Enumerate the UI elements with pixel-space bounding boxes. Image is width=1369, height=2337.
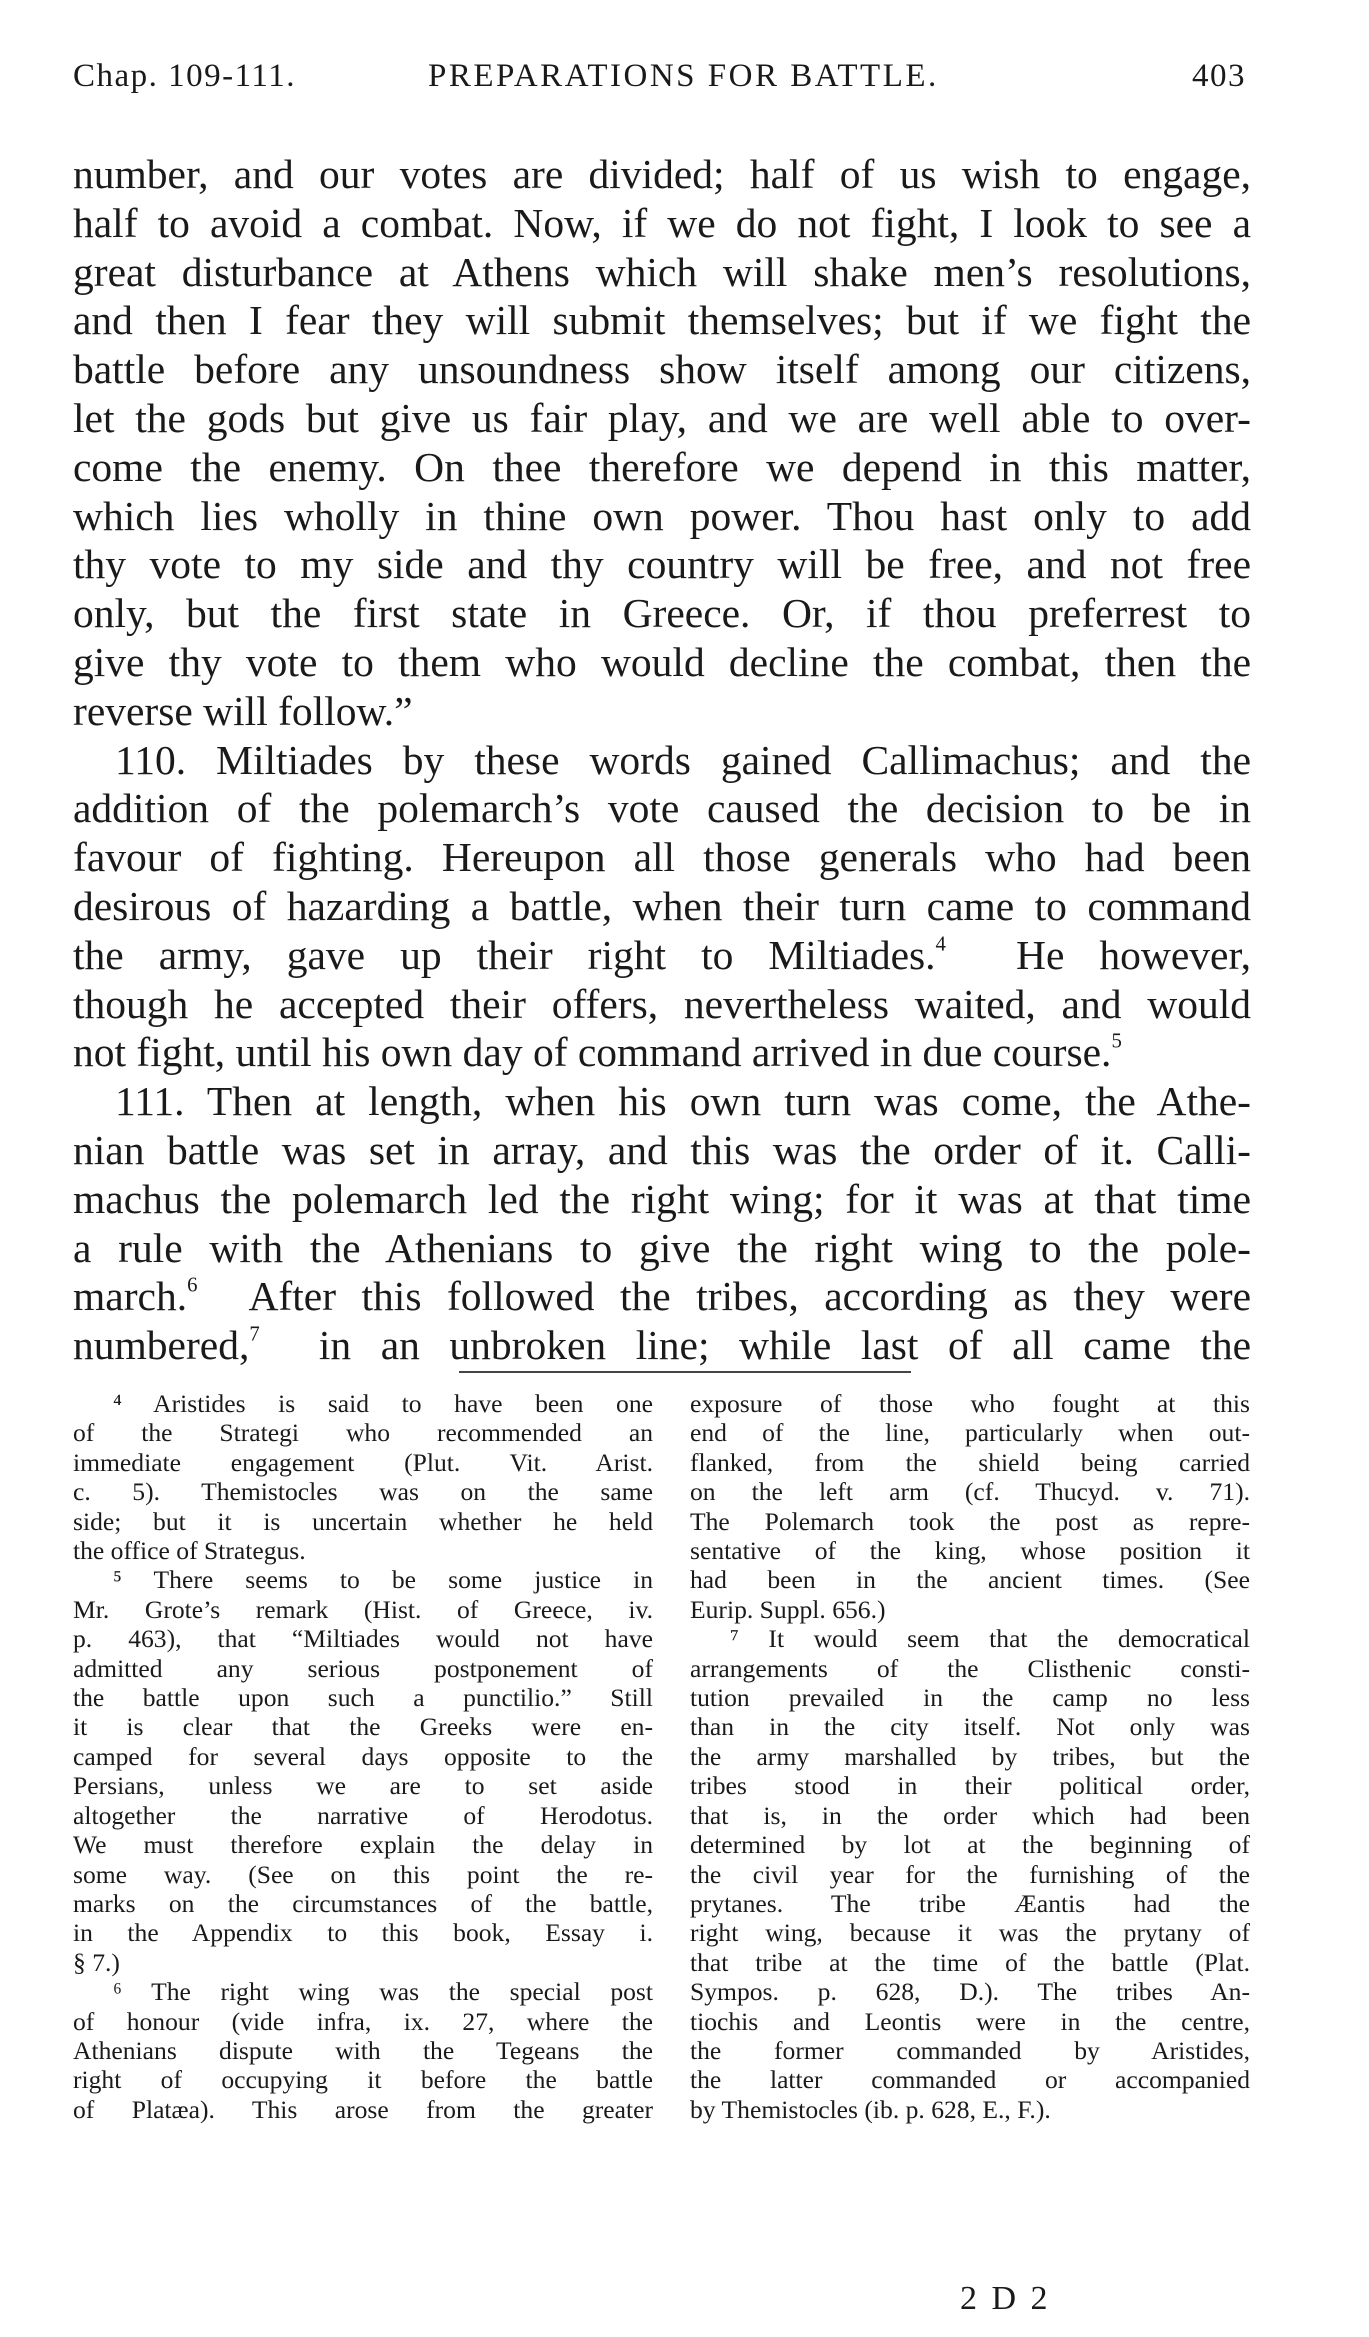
text-line: thy vote to my side and thy country will be free, and not free (73, 541, 1251, 588)
text-fragment: march. (73, 1273, 188, 1320)
text-line: though he accepted their offers, nevertheless waited, and would (73, 980, 1251, 1027)
text-fragment: He however, (1015, 931, 1251, 978)
section-111-line: 111. Then at length, when his own turn was come, the Athe- (115, 1078, 1251, 1125)
footnote-line: altogether the narrative of Herodotus. (73, 1800, 653, 1830)
text-line (73, 931, 1251, 980)
footnote-line: tiochis and Leontis were in the centre, (690, 2006, 1250, 2036)
footnote-line: arrangements of the Clisthenic consti- (690, 1653, 1250, 1683)
footnote-line: than in the city itself. Not only was (690, 1712, 1250, 1742)
signature-mark: 2 D 2 (960, 2280, 1051, 2317)
text-line: half to avoid a combat. Now, if we do not fight, I look to see a (73, 199, 1251, 246)
footnote-line: by Themistocles (ib. p. 628, E., F.). (690, 2094, 1051, 2124)
footnote-line: end of the line, particularly when out- (690, 1418, 1250, 1448)
footnote-line: Persians, unless we are to set aside (73, 1771, 653, 1801)
text-line: a rule with the Athenians to give the right wing to the pole- (73, 1224, 1251, 1271)
section-110-line: 110. Miltiades by these words gained Callimachus; and the (115, 736, 1251, 783)
text-line: nian battle was set in array, and this was the order of it. Calli- (73, 1126, 1251, 1173)
footnote-line: it is clear that the Greeks were en- (73, 1712, 653, 1742)
footnote-line: had been in the ancient times. (See (690, 1565, 1250, 1595)
footnote-ref-6[interactable]: 6 (187, 1274, 198, 1297)
footnote-line: determined by lot at the beginning of (690, 1830, 1250, 1860)
text-line: give thy vote to them who would decline the combat, then the (73, 638, 1251, 685)
footnote-line: c. 5). Themistocles was on the same (73, 1477, 653, 1507)
text-fragment: in an unbroken line; while last of all came the (318, 1322, 1251, 1369)
text-fragment: the army, gave up their right to Miltiades. (73, 931, 936, 978)
text-line (73, 1028, 1251, 1077)
footnote-line: of Platæa). This arose from the greater (73, 2094, 653, 2124)
chapter-reference: Chap. 109-111. (73, 58, 296, 94)
text-line: great disturbance at Athens which will shake men’s resolutions, (73, 248, 1251, 295)
text-fragment: numbered, (73, 1322, 250, 1369)
footnote-line: the former commanded by Aristides, (690, 2035, 1250, 2065)
footnote-line: that tribe at the time of the battle (Plat. (690, 1947, 1250, 1977)
text-fragment: not fight, until his own day of command arrived in due course. (73, 1029, 1112, 1076)
text-line: and then I fear they will submit themselves; but if we fight the (73, 297, 1251, 344)
page-number: 403 (1192, 58, 1246, 94)
text-line: come the enemy. On thee therefore we depend in this matter, (73, 443, 1251, 490)
footnote-line: flanked, from the shield being carried (690, 1447, 1250, 1477)
footnote-line: prytanes. The tribe Æantis had the (690, 1888, 1250, 1918)
footnote-6-line: ⁶ The right wing was the special post (113, 1977, 653, 2007)
text-line: desirous of hazarding a battle, when their turn came to command (73, 882, 1251, 929)
text-line (73, 1272, 1251, 1321)
text-line: let the gods but give us fair play, and we are well able to over- (73, 394, 1251, 441)
footnote-line: Sympos. p. 628, D.). The tribes An- (690, 1977, 1250, 2007)
footnote-line: the office of Strategus. (73, 1536, 306, 1566)
footnote-line: the battle upon such a punctilio.” Still (73, 1683, 653, 1713)
footnote-line: right wing, because it was the prytany of (690, 1918, 1250, 1948)
footnote-line: tution prevailed in the camp no less (690, 1683, 1250, 1713)
footnote-line: admitted any serious postponement of (73, 1653, 653, 1683)
footnote-ref-5[interactable]: 5 (1111, 1030, 1122, 1053)
footnote-line: some way. (See on this point the re- (73, 1859, 653, 1889)
main-text (73, 150, 1251, 1370)
text-line: addition of the polemarch’s vote caused the decision to be in (73, 785, 1251, 832)
footnotes-right-column (690, 1389, 1250, 2124)
text-line (73, 1321, 1251, 1370)
footnote-line: Mr. Grote’s remark (Hist. of Greece, iv. (73, 1594, 653, 1624)
footnote-line: We must therefore explain the delay in (73, 1830, 653, 1860)
text-fragment: After this followed the tribes, according as they were (248, 1273, 1251, 1320)
footnote-line: Athenians dispute with the Tegeans the (73, 2035, 653, 2065)
footnote-ref-4[interactable]: 4 (935, 933, 946, 956)
running-header (73, 58, 1246, 108)
footnote-line: the latter commanded or accompanied (690, 2065, 1250, 2095)
text-line: favour of fighting. Hereupon all those generals who had been (73, 834, 1251, 881)
footnote-line: that is, in the order which had been (690, 1800, 1250, 1830)
footnote-line: sentative of the king, whose position it (690, 1536, 1250, 1566)
footnote-line: side; but it is uncertain whether he held (73, 1506, 653, 1536)
footnote-line: marks on the circumstances of the battle, (73, 1888, 653, 1918)
footnote-line: the army marshalled by tribes, but the (690, 1741, 1250, 1771)
text-line: only, but the first state in Greece. Or, if thou preferrest to (73, 590, 1251, 637)
footnote-line: tribes stood in their political order, (690, 1771, 1250, 1801)
footnote-4-line: ⁴ Aristides is said to have been one (113, 1389, 653, 1418)
text-line: reverse will follow.” (73, 687, 413, 734)
footnote-line: of honour (vide infra, ix. 27, where the (73, 2006, 653, 2036)
footnote-line: in the Appendix to this book, Essay i. (73, 1918, 653, 1948)
footnote-ref-7[interactable]: 7 (249, 1323, 260, 1346)
footnote-line: the civil year for the furnishing of the (690, 1859, 1250, 1889)
footnote-7-line: ⁷ It would seem that the democratical (730, 1624, 1250, 1654)
footnote-line: right of occupying it before the battle (73, 2065, 653, 2095)
footnote-line: on the left arm (cf. Thucyd. v. 71). (690, 1477, 1250, 1507)
text-line: battle before any unsoundness show itself among our citizens, (73, 346, 1251, 393)
footnote-divider (459, 1371, 911, 1373)
text-line: which lies wholly in thine own power. Thou hast only to add (73, 492, 1251, 539)
text-line: machus the polemarch led the right wing; for it was at that time (73, 1175, 1251, 1222)
text-line: number, and our votes are divided; half of us wish to engage, (73, 151, 1251, 197)
footnote-5-line: ⁵ There seems to be some justice in (113, 1565, 653, 1595)
footnote-line: of the Strategi who recommended an (73, 1418, 653, 1448)
running-title: PREPARATIONS FOR BATTLE. (428, 58, 939, 94)
footnote-line: The Polemarch took the post as repre- (690, 1506, 1250, 1536)
footnote-line: camped for several days opposite to the (73, 1741, 653, 1771)
footnote-line: exposure of those who fought at this (690, 1389, 1250, 1418)
footnotes-left-column (73, 1389, 653, 2124)
footnote-line: § 7.) (73, 1947, 120, 1977)
footnote-line: Eurip. Suppl. 656.) (690, 1594, 886, 1624)
footnote-line: p. 463), that “Miltiades would not have (73, 1624, 653, 1654)
footnote-line: immediate engagement (Plut. Vit. Arist. (73, 1447, 653, 1477)
